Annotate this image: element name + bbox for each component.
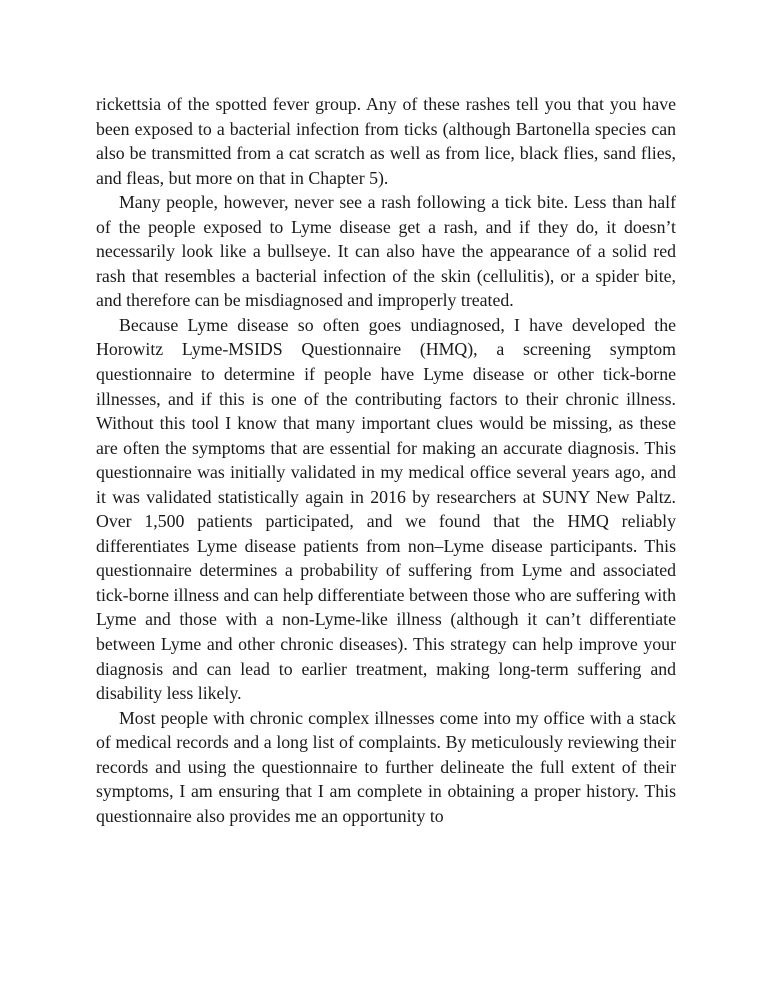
paragraph-questionnaire: Because Lyme disease so often goes undiagnosed, I have developed the Horowitz Lyme-MSIDS Questionnaire (HMQ), a screening symptom questionnaire to determine if people have Lyme disease or other tick-borne illnesses, and if this is one of the contributing factors to their chronic illness. Without this tool I know that many important clues would be missing, as these are often the symptoms that are essential for making an accurate diagnosis. This questionnaire was initially validated in my medical office several years ago, and it was validated statistically again in 2016 by researchers at SUNY New Paltz. Over 1,500 patients participated, and we found that the HMQ reliably differentiates Lyme disease patients from non–Lyme disease participants. This questionnaire determines a probability of suffering from Lyme and associated tick-borne illness and can help differentiate between those who are suffering with Lyme and those with a non-Lyme-like illness (although it can’t differentiate between Lyme and other chronic diseases). This strategy can help improve your diagnosis and can lead to earlier treatment, making long-term suffering and disability less likely. <box>96 314 676 704</box>
book-page <box>96 92 676 828</box>
paragraph-rash: Many people, however, never see a rash following a tick bite. Less than half of the people exposed to Lyme disease get a rash, and if they do, it doesn’t necessarily look like a bullseye. It can also have the appearance of a solid red rash that resembles a bacterial infection of the skin (cellulitis), or a spider bite, and therefore can be misdiagnosed and improperly treated. <box>96 192 676 311</box>
paragraph-chronic-illness: Most people with chronic complex illnesses come into my office with a stack of medical records and a long list of complaints. By meticulously reviewing their records and using the questionnaire to further delineate the full extent of their symptoms, I am ensuring that I am complete in obtaining a proper history. This questionnaire also provides me an opportunity to <box>96 707 676 826</box>
paragraph-continuation: rickettsia of the spotted fever group. Any of these rashes tell you that you have been exposed to a bacterial infection from ticks (although Bartonella species can also be transmitted from a cat scratch as well as from lice, black flies, sand flies, and fleas, but more on that in Chapter 5). <box>96 94 676 188</box>
